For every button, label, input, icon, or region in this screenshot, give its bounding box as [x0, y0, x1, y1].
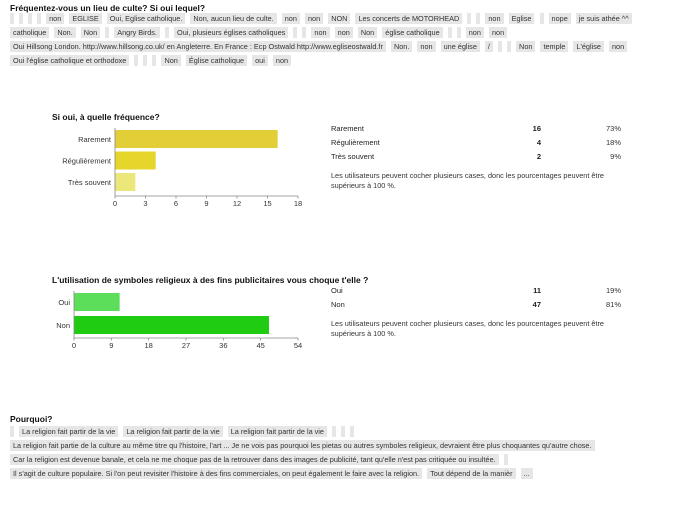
frequency-stats — [331, 121, 631, 191]
stats-pct: 19% — [605, 285, 621, 295]
answer-chip: Oui Hillsong London. http://www.hillsong.co.uk/ en Angleterre. En France : Ecp Ostwald http://www.egliseostwald.fr — [10, 41, 386, 52]
answer-chip: non — [485, 13, 503, 24]
stats-pct: 18% — [605, 137, 621, 147]
x-tick-label: 45 — [256, 341, 265, 350]
symbols-stats — [331, 283, 631, 339]
answer-chip — [37, 13, 41, 24]
answer-chip: oui — [252, 55, 268, 66]
answer-chip: Il s'agit de culture populaire. Si l'on peut revisiter l'histoire à des fins commerciales, on peut également le faire avec la religion. — [10, 468, 422, 479]
stats-pct: 9% — [610, 151, 621, 161]
answer-chip: ... — [521, 468, 533, 479]
answer-chip: Non — [161, 55, 180, 66]
question-title-lieu-de-culte: Fréquentez-vous un lieu de culte? Si oui lequel? — [10, 3, 206, 13]
answer-chip: non — [311, 27, 329, 38]
answer-chip: Tout dépend de la manièr — [427, 468, 515, 479]
x-tick-label: 6 — [173, 199, 179, 208]
question-title-pourquoi: Pourquoi? — [10, 414, 53, 424]
question-title-symboles: L'utilisation de symboles religieux à des fins publicitaires vous choque t'elle ? — [52, 275, 369, 285]
answer-chip: Oui, plusieurs églises catholiques — [174, 27, 288, 38]
answer-chip: Eglise — [509, 13, 535, 24]
answer-chip: L'église — [573, 41, 604, 52]
stats-count: 2 — [536, 151, 541, 161]
answer-chip: Non. — [54, 27, 75, 38]
answer-chip — [152, 55, 156, 66]
answer-chip — [134, 55, 138, 66]
stats-label: Oui — [331, 285, 343, 295]
stats-label: Non — [331, 299, 345, 309]
stats-count: 16 — [532, 123, 541, 133]
x-tick-label: 0 — [71, 341, 77, 350]
answer-chip: église catholique — [382, 27, 442, 38]
stats-row — [331, 149, 621, 163]
answer-chip: non — [305, 13, 323, 24]
category-label: Très souvent — [67, 178, 111, 187]
answer-chip: Non — [358, 27, 377, 38]
answer-chip — [332, 426, 336, 437]
answer-chip — [350, 426, 354, 437]
stats-count: 11 — [533, 285, 541, 295]
symbols-bar-chart — [40, 288, 310, 354]
bar-tr-s-souvent — [115, 173, 135, 191]
answer-chip — [476, 13, 480, 24]
stats-label: Très souvent — [331, 151, 375, 161]
answer-chip: une église — [441, 41, 480, 52]
answer-chip: Les concerts de MOTORHEAD — [355, 13, 462, 24]
answer-chip — [504, 454, 508, 465]
x-tick-label: 36 — [219, 341, 228, 350]
answer-chip: Non — [81, 27, 100, 38]
x-tick-label: 9 — [204, 199, 209, 208]
answer-chip: non — [46, 13, 64, 24]
stats-note: Les utilisateurs peuvent cocher plusieurs cases, donc les pourcentages peuvent être supérieurs à 100 %. — [331, 171, 604, 190]
answer-chip — [540, 13, 544, 24]
answer-chip: je suis athée ^^ — [576, 13, 632, 24]
answers-pourquoi — [10, 425, 665, 481]
answer-chip: Non, aucun lieu de culte. — [190, 13, 276, 24]
answer-chip — [19, 13, 23, 24]
stats-row — [331, 135, 621, 149]
answer-chip — [467, 13, 471, 24]
answer-chip: Angry Birds. — [114, 27, 160, 38]
answer-chip — [507, 41, 511, 52]
chart-svg — [40, 288, 310, 354]
answer-chip: La religion fait partir de la vie — [19, 426, 118, 437]
x-tick-label: 3 — [143, 199, 148, 208]
x-tick-label: 18 — [144, 341, 153, 350]
x-tick-label: 18 — [293, 199, 303, 208]
category-label: Régulièrement — [62, 156, 111, 166]
x-tick-label: 0 — [112, 199, 118, 208]
answer-chip: catholique — [10, 27, 49, 38]
answer-chip: La religion fait partir de la vie — [123, 426, 222, 437]
answer-chip: non — [282, 13, 300, 24]
answer-chip: non — [489, 27, 507, 38]
x-tick-label: 9 — [109, 341, 114, 350]
stats-row — [331, 297, 621, 311]
category-label: Non — [56, 321, 70, 330]
x-tick-label: 15 — [263, 199, 272, 208]
answer-chip: Oui l'église catholique et orthodoxe — [10, 55, 129, 66]
stats-count: 47 — [532, 299, 541, 309]
answer-chip: temple — [540, 41, 568, 52]
answer-chip: non — [417, 41, 435, 52]
stats-pct: 81% — [605, 299, 621, 309]
answer-chip — [10, 426, 14, 437]
x-tick-label: 27 — [181, 341, 191, 350]
answer-chip — [448, 27, 452, 38]
answer-chip — [498, 41, 502, 52]
answer-chip — [457, 27, 461, 38]
answer-chip: non — [466, 27, 484, 38]
category-label: Oui — [58, 298, 70, 307]
answer-chip: non — [273, 55, 291, 66]
answer-chip: EGLISE — [69, 13, 101, 24]
stats-count: 4 — [536, 137, 541, 147]
stats-row — [331, 283, 621, 297]
answer-chip — [165, 27, 169, 38]
bar-oui — [74, 293, 120, 311]
answer-chip: La religion fait partie de la culture au même titre qu l'histoire, l'art ... Je ne vois pas pourquoi les pietas ou autres symboles religieux, devraient être plus choquantes qu'autre chose. — [10, 440, 595, 451]
answer-chip — [302, 27, 306, 38]
stats-pct: 73% — [605, 123, 621, 133]
answers-lieu-de-culte — [10, 12, 665, 68]
bar-r-guli-rement — [115, 152, 156, 170]
answer-chip — [341, 426, 345, 437]
frequency-bar-chart — [40, 125, 310, 215]
answer-chip: Non — [516, 41, 535, 52]
answer-chip: nope — [549, 13, 571, 24]
stats-note: Les utilisateurs peuvent cocher plusieurs cases, donc les pourcentages peuvent être supérieurs à 100 %. — [331, 319, 604, 338]
answer-chip: La religion fait partir de la vie — [228, 426, 327, 437]
stats-row — [331, 121, 621, 135]
bar-rarement — [115, 130, 278, 148]
x-tick-label: 54 — [293, 341, 303, 350]
stats-label: Rarement — [331, 123, 364, 133]
category-label: Rarement — [78, 135, 111, 144]
answer-chip — [28, 13, 32, 24]
x-tick-label: 12 — [232, 199, 242, 208]
answer-chip — [143, 55, 147, 66]
answer-chip — [293, 27, 297, 38]
answer-chip — [105, 27, 109, 38]
stats-label: Régulièrement — [331, 137, 380, 147]
answer-chip: non — [335, 27, 353, 38]
answer-chip: non — [609, 41, 627, 52]
chart-svg — [40, 125, 310, 215]
answer-chip: Oui, Eglise catholique. — [107, 13, 186, 24]
answer-chip: / — [485, 41, 493, 52]
answer-chip: NON — [328, 13, 350, 24]
answer-chip: Église catholique — [186, 55, 247, 66]
answer-chip: Car la religion est devenue banale, et cela ne me choque pas de la retrouver dans des images de publicité, tant qu'elle n'est pas critiquée ou insultée. — [10, 454, 499, 465]
answer-chip — [10, 13, 14, 24]
bar-non — [74, 316, 269, 334]
answer-chip: Non. — [391, 41, 412, 52]
question-title-frequence: Si oui, à quelle fréquence? — [52, 112, 160, 122]
